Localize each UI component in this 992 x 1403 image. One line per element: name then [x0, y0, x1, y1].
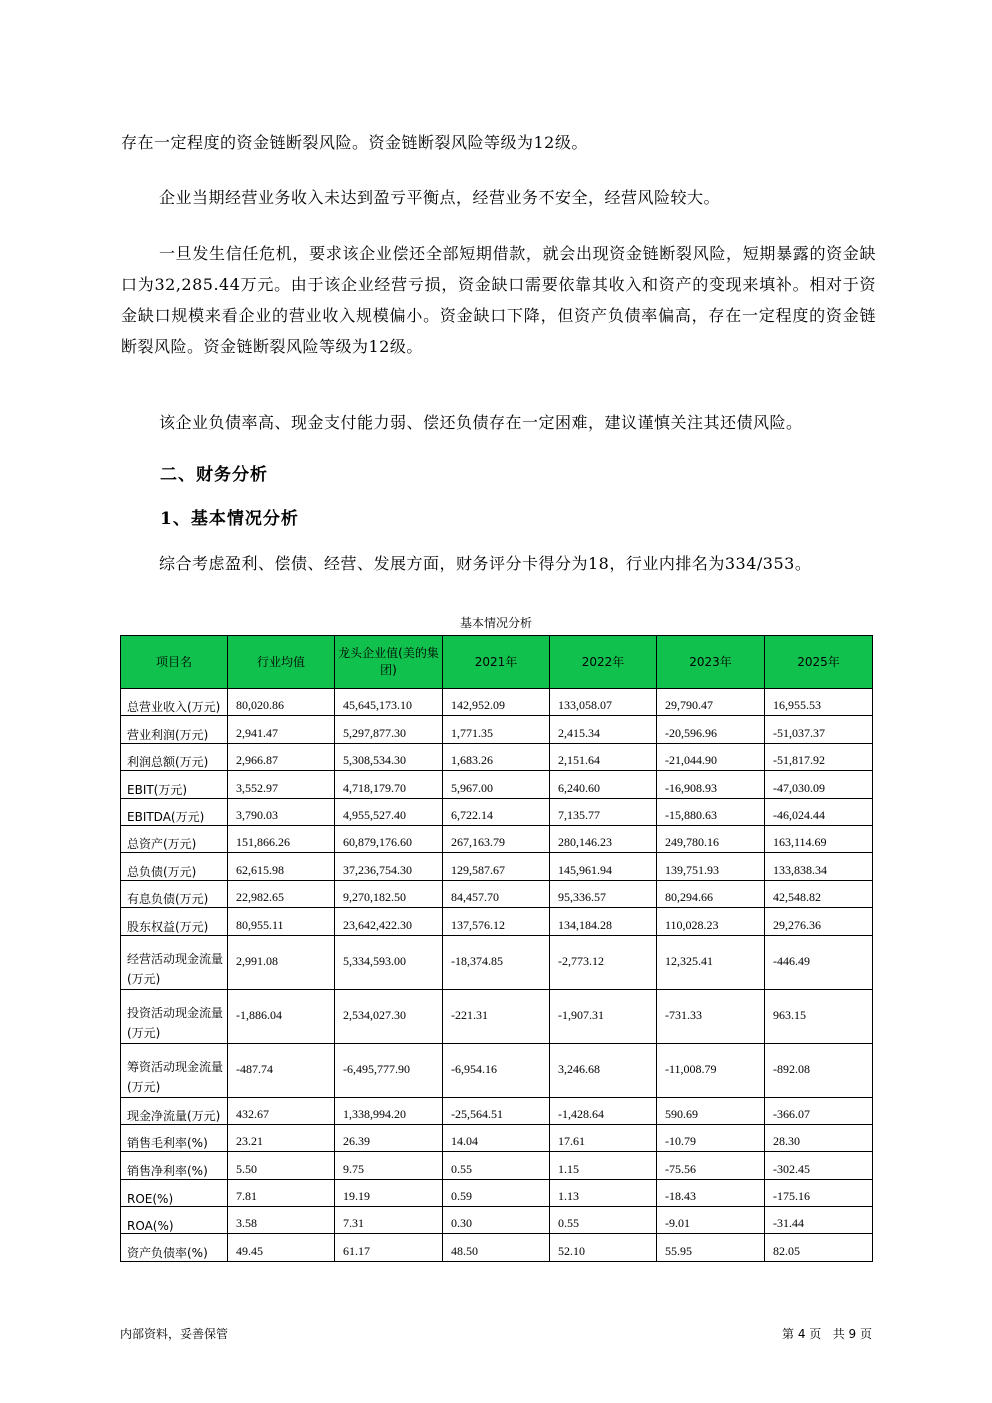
- table-cell: 60,879,176.60: [335, 825, 443, 852]
- paragraph-score-summary: 综合考虑盈利、偿债、经营、发展方面，财务评分卡得分为18，行业内排名为334/353。: [159, 554, 812, 573]
- table-cell: 12,325.41: [657, 935, 765, 989]
- table-cell: -20,596.96: [657, 716, 765, 743]
- table-cell: -892.08: [765, 1043, 873, 1097]
- table-cell: -31.44: [765, 1207, 873, 1234]
- table-cell: 23,642,422.30: [335, 908, 443, 935]
- table-row: [121, 716, 873, 743]
- table-cell: 133,838.34: [765, 853, 873, 880]
- table-cell: 49.45: [228, 1234, 335, 1261]
- table-cell: 52.10: [550, 1234, 657, 1261]
- row-label: 销售净利率(%): [121, 1152, 228, 1179]
- table-cell: 16,955.53: [765, 689, 873, 716]
- table-row: [121, 989, 873, 1043]
- table-cell: 7.31: [335, 1207, 443, 1234]
- table-cell: -9.01: [657, 1207, 765, 1234]
- table-cell: 9.75: [335, 1152, 443, 1179]
- table-row: [121, 1124, 873, 1151]
- table-cell: -1,428.64: [550, 1097, 657, 1124]
- table-cell: 26.39: [335, 1124, 443, 1151]
- table-cell: 6,722.14: [443, 798, 550, 825]
- table-cell: 134,184.28: [550, 908, 657, 935]
- table-cell: 84,457.70: [443, 880, 550, 907]
- table-cell: 23.21: [228, 1124, 335, 1151]
- table-cell: 280,146.23: [550, 825, 657, 852]
- row-label: ROE(%): [121, 1179, 228, 1206]
- table-cell: 129,587.67: [443, 853, 550, 880]
- table-cell: -6,954.16: [443, 1043, 550, 1097]
- table-caption: 基本情况分析: [459, 616, 532, 630]
- table-cell: 110,028.23: [657, 908, 765, 935]
- table-cell: -16,908.93: [657, 771, 765, 798]
- row-label: 总负债(万元): [121, 853, 228, 880]
- table-cell: 5.50: [228, 1152, 335, 1179]
- table-cell: 2,151.64: [550, 743, 657, 770]
- paragraph-risk-level-1: 存在一定程度的资金链断裂风险。资金链断裂风险等级为12级。: [121, 133, 588, 152]
- table-cell: 5,967.00: [443, 771, 550, 798]
- table-cell: -18.43: [657, 1179, 765, 1206]
- table-row: [121, 1234, 873, 1261]
- table-cell: 963.15: [765, 989, 873, 1043]
- row-label: 利润总额(万元): [121, 743, 228, 770]
- table-row: [121, 689, 873, 716]
- table-cell: 80,955.11: [228, 908, 335, 935]
- table-cell: 0.55: [550, 1207, 657, 1234]
- table-row: [121, 908, 873, 935]
- table-cell: 9,270,182.50: [335, 880, 443, 907]
- table-cell: 4,955,527.40: [335, 798, 443, 825]
- table-cell: -731.33: [657, 989, 765, 1043]
- table-cell: -221.31: [443, 989, 550, 1043]
- table-cell: 5,297,877.30: [335, 716, 443, 743]
- table-cell: 3,790.03: [228, 798, 335, 825]
- table-cell: -366.07: [765, 1097, 873, 1124]
- row-label: 总营业收入(万元): [121, 689, 228, 716]
- table-cell: -6,495,777.90: [335, 1043, 443, 1097]
- table-cell: -15,880.63: [657, 798, 765, 825]
- row-label: 资产负债率(%): [121, 1234, 228, 1261]
- table-cell: 151,866.26: [228, 825, 335, 852]
- table-cell: -25,564.51: [443, 1097, 550, 1124]
- table-row: [121, 825, 873, 852]
- table-cell: -175.16: [765, 1179, 873, 1206]
- table-cell: 95,336.57: [550, 880, 657, 907]
- table-cell: 7.81: [228, 1179, 335, 1206]
- row-label: 销售毛利率(%): [121, 1124, 228, 1151]
- table-cell: 42,548.82: [765, 880, 873, 907]
- table-cell: 7,135.77: [550, 798, 657, 825]
- table-cell: 2,415.34: [550, 716, 657, 743]
- table-header-cell: 2025年: [765, 636, 873, 689]
- row-label: 营业利润(万元): [121, 716, 228, 743]
- table-cell: 142,952.09: [443, 689, 550, 716]
- table-cell: 249,780.16: [657, 825, 765, 852]
- table-cell: 55.95: [657, 1234, 765, 1261]
- row-label: EBIT(万元): [121, 771, 228, 798]
- table-cell: -51,817.92: [765, 743, 873, 770]
- table-row: [121, 798, 873, 825]
- table-cell: 3.58: [228, 1207, 335, 1234]
- table-cell: 82.05: [765, 1234, 873, 1261]
- table-cell: 5,308,534.30: [335, 743, 443, 770]
- table-cell: 163,114.69: [765, 825, 873, 852]
- table-cell: -11,008.79: [657, 1043, 765, 1097]
- table-row: [121, 743, 873, 770]
- table-cell: -1,907.31: [550, 989, 657, 1043]
- table-cell: 133,058.07: [550, 689, 657, 716]
- table-cell: 29,276.36: [765, 908, 873, 935]
- table-cell: -47,030.09: [765, 771, 873, 798]
- table-cell: 61.17: [335, 1234, 443, 1261]
- table-cell: -21,044.90: [657, 743, 765, 770]
- table-header-cell: 2022年: [550, 636, 657, 689]
- table-cell: 14.04: [443, 1124, 550, 1151]
- table-cell: 4,718,179.70: [335, 771, 443, 798]
- paragraph-operating-risk: 企业当期经营业务收入未达到盈亏平衡点，经营业务不安全，经营风险较大。: [159, 188, 721, 207]
- row-label: 总资产(万元): [121, 825, 228, 852]
- table-cell: 0.59: [443, 1179, 550, 1206]
- table-cell: 2,534,027.30: [335, 989, 443, 1043]
- table-cell: 137,576.12: [443, 908, 550, 935]
- table-header-cell: 行业均值: [228, 636, 335, 689]
- table-cell: 2,991.08: [228, 935, 335, 989]
- table-cell: -1,886.04: [228, 989, 335, 1043]
- table-row: [121, 1207, 873, 1234]
- table-cell: 2,941.47: [228, 716, 335, 743]
- table-cell: 80,294.66: [657, 880, 765, 907]
- table-cell: -51,037.37: [765, 716, 873, 743]
- table-cell: -10.79: [657, 1124, 765, 1151]
- table-cell: 17.61: [550, 1124, 657, 1151]
- table-cell: 0.30: [443, 1207, 550, 1234]
- table-cell: 29,790.47: [657, 689, 765, 716]
- table-cell: -446.49: [765, 935, 873, 989]
- table-cell: -2,773.12: [550, 935, 657, 989]
- table-cell: -18,374.85: [443, 935, 550, 989]
- table-cell: 139,751.93: [657, 853, 765, 880]
- table-cell: 22,982.65: [228, 880, 335, 907]
- table-cell: 5,334,593.00: [335, 935, 443, 989]
- row-label: 现金净流量(万元): [121, 1097, 228, 1124]
- table-cell: 1,683.26: [443, 743, 550, 770]
- table-cell: 28.30: [765, 1124, 873, 1151]
- table-cell: -487.74: [228, 1043, 335, 1097]
- table-cell: 0.55: [443, 1152, 550, 1179]
- table-cell: 1,771.35: [443, 716, 550, 743]
- table-cell: 45,645,173.10: [335, 689, 443, 716]
- table-cell: 6,240.60: [550, 771, 657, 798]
- table-row: [121, 880, 873, 907]
- table-row: [121, 853, 873, 880]
- table-cell: 19.19: [335, 1179, 443, 1206]
- paragraph-debt-warning: 该企业负债率高、现金支付能力弱、偿还负债存在一定困难，建议谨慎关注其还债风险。: [159, 413, 803, 432]
- table-cell: 3,246.68: [550, 1043, 657, 1097]
- table-cell: 62,615.98: [228, 853, 335, 880]
- table-header-cell: 龙头企业值(美的集团): [335, 636, 443, 689]
- table-cell: 3,552.97: [228, 771, 335, 798]
- table-row: [121, 1097, 873, 1124]
- table-cell: 432.67: [228, 1097, 335, 1124]
- basic-analysis-table: [120, 635, 873, 1262]
- row-label: 筹资活动现金流量(万元): [121, 1043, 228, 1097]
- footer-confidential: 内部资料，妥善保管: [120, 1327, 229, 1341]
- table-cell: 590.69: [657, 1097, 765, 1124]
- table-cell: 80,020.86: [228, 689, 335, 716]
- table-cell: 1.15: [550, 1152, 657, 1179]
- table-cell: 267,163.79: [443, 825, 550, 852]
- table-cell: 145,961.94: [550, 853, 657, 880]
- row-label: ROA(%): [121, 1207, 228, 1234]
- table-cell: -302.45: [765, 1152, 873, 1179]
- table-row: [121, 771, 873, 798]
- section-heading: 二、财务分析: [160, 465, 268, 485]
- paragraph-funding-gap: 一旦发生信任危机，要求该企业偿还全部短期借款，就会出现资金链断裂风险，短期暴露的资金缺口为32,285.44万元。由于该企业经营亏损，资金缺口需要依靠其收入和资产的变现来填补。相对于资金缺口规模来看企业的营业收入规模偏小。资金缺口下降，但资产负债率偏高，存在一定程度的资金链断裂风险。资金链断裂风险等级为12级。: [121, 244, 876, 356]
- table-row: [121, 935, 873, 989]
- table-row: [121, 1043, 873, 1097]
- row-label: 投资活动现金流量(万元): [121, 989, 228, 1043]
- subsection-heading: 1、基本情况分析: [160, 509, 299, 529]
- row-label: 股东权益(万元): [121, 908, 228, 935]
- table-header-cell: 2021年: [443, 636, 550, 689]
- row-label: EBITDA(万元): [121, 798, 228, 825]
- table-header-row: [121, 636, 873, 689]
- table-cell: 1,338,994.20: [335, 1097, 443, 1124]
- row-label: 经营活动现金流量(万元): [121, 935, 228, 989]
- table-cell: 37,236,754.30: [335, 853, 443, 880]
- table-header-cell: 2023年: [657, 636, 765, 689]
- table-cell: 2,966.87: [228, 743, 335, 770]
- table-cell: 1.13: [550, 1179, 657, 1206]
- table-cell: -75.56: [657, 1152, 765, 1179]
- table-cell: 48.50: [443, 1234, 550, 1261]
- footer-page-number: 第 4 页 共 9 页: [782, 1327, 872, 1341]
- table-row: [121, 1179, 873, 1206]
- row-label: 有息负债(万元): [121, 880, 228, 907]
- table-cell: -46,024.44: [765, 798, 873, 825]
- table-header-cell: 项目名: [121, 636, 228, 689]
- table-row: [121, 1152, 873, 1179]
